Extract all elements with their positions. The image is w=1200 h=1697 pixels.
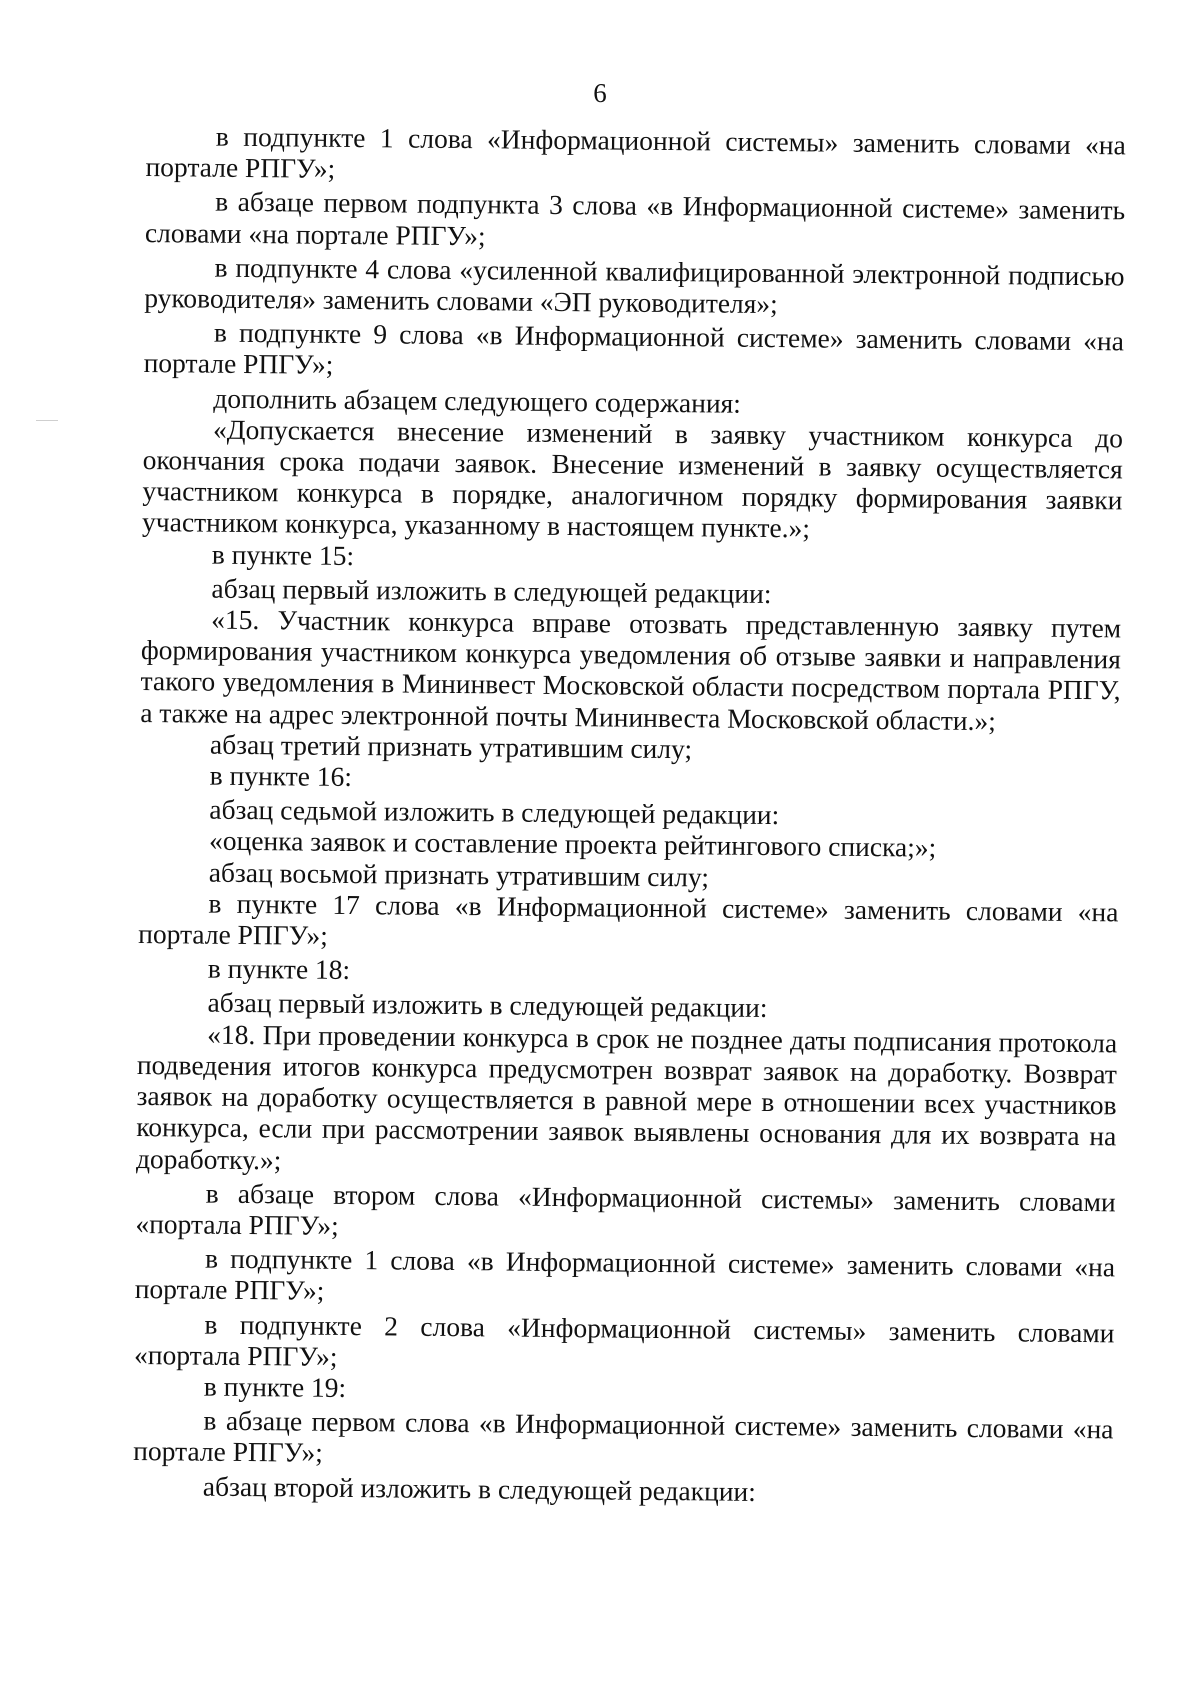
paragraph: «оценка заявок и составление проекта рейтингового списка;»; [208, 825, 937, 864]
paragraph: в подпункте 1 слова «в Информационной системе» заменить словами «на портале РПГУ»; [134, 1242, 1116, 1307]
document-body [133, 120, 1126, 1510]
paragraph: дополнить абзацем следующего содержания: [213, 382, 742, 419]
paragraph: «18. При проведении конкурса в срок не позднее даты подписания протокола подведения итогов конкурса предусмотрен возврат заявок на доработку. Возврат заявок на доработку осуществляется в равной мере в отношении всех участников конкурса, если при рассмотрении заявок выявлены основания для их возврата на доработку.»; [135, 1018, 1118, 1175]
paragraph: в подпункте 1 слова «Информационной системы» заменить словами «на портале РПГУ»; [145, 120, 1126, 185]
paragraph: в пункте 18: [207, 952, 351, 986]
paragraph: «15. Участник конкурса вправе отозвать представленную заявку путем формирования участником конкурса уведомления об отзыве заявки и направления такого уведомления в Мининвест Московской области посредством портала РПГУ, а также на адрес электронной почты Мининвеста Московской области.»; [140, 603, 1122, 736]
paragraph: «Допускается внесение изменений в заявку участником конкурса до окончания срока подачи заявок. Внесение изменений в заявку осуществляется участником конкурса в порядке, аналогичном порядку формирования заявки участником конкурса, указанному в настоящем пункте.»; [141, 413, 1124, 544]
paragraph: в пункте 17 слова «в Информационной системе» заменить словами «на портале РПГУ»; [138, 887, 1119, 951]
paragraph: в абзаце первом подпункта 3 слова «в Информационной системе» заменить словами «на портале РПГУ»; [144, 186, 1126, 251]
paragraph: в абзаце втором слова «Информационной системы» заменить словами «портала РПГУ»; [135, 1177, 1116, 1241]
paragraph: в абзаце первом слова «в Информационной системе» заменить словами «на портале РПГУ»; [133, 1404, 1114, 1469]
paragraph: абзац первый изложить в следующей редакции: [207, 987, 768, 1024]
paragraph: абзац третий признать утратившим силу; [209, 728, 693, 765]
paragraph: в подпункте 9 слова «в Информационной системе» заменить словами «на портале РПГУ»; [143, 316, 1125, 381]
paragraph: в подпункте 2 слова «Информационной системы» заменить словами «портала РПГУ»; [134, 1308, 1115, 1372]
paragraph: в пункте 15: [211, 538, 355, 571]
paragraph: в пункте 16: [209, 759, 353, 793]
paragraph: абзац второй изложить в следующей редакции: [202, 1470, 757, 1507]
paragraph: абзац седьмой изложить в следующей редакции: [209, 793, 780, 831]
paragraph: в пункте 19: [203, 1370, 347, 1403]
page-number: 6 [593, 78, 607, 108]
paragraph: абзац восьмой признать утратившим силу; [208, 856, 710, 893]
paragraph: абзац первый изложить в следующей редакции: [211, 572, 772, 609]
scan-mark [36, 420, 58, 421]
paragraph: в подпункте 4 слова «усиленной квалифицированной электронной подписью руководителя» заменить словами «ЭП руководителя»; [144, 251, 1125, 320]
